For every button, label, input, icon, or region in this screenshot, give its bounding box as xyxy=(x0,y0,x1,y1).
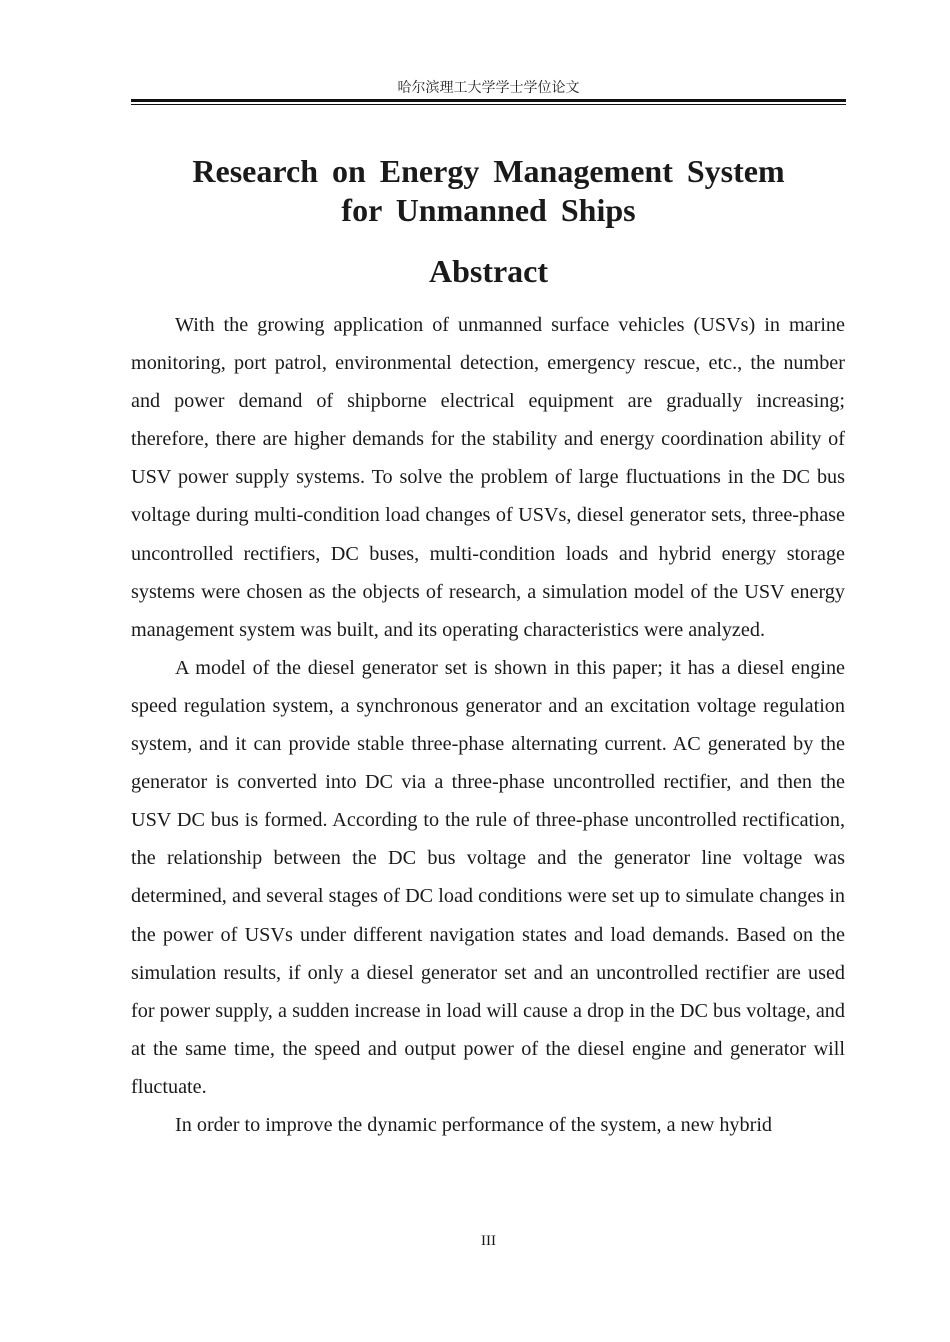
abstract-paragraph-3: In order to improve the dynamic performance of the system, a new hybrid xyxy=(175,1113,773,1136)
running-header: 哈尔滨理工大学学士学位论文 xyxy=(397,80,580,96)
abstract-heading: Abstract xyxy=(428,253,549,289)
header-rule-thin xyxy=(131,104,846,105)
thesis-title-line-1: Research on Energy Management System xyxy=(192,153,785,189)
thesis-title xyxy=(131,152,846,230)
page-number: III xyxy=(481,1233,496,1249)
abstract-paragraph-1: With the growing application of unmanned surface vehicles (USVs) in marine monitoring, port patrol, environmental detection, emergency rescue, etc., the number and power demand of shipborne electrical equipment are gradually increasing; therefore, there are higher demands for the stability and energy coordination ability of USV power supply systems. To solve the problem of large fluctuations in the DC bus voltage during multi-condition load changes of USVs, diesel generator sets, three-phase uncontrolled rectifiers, DC buses, multi-condition loads and hybrid energy storage systems were chosen as the objects of research, a simulation model of the USV energy management system was built, and its operating characteristics were analyzed. xyxy=(131,314,845,641)
header-rule-thick xyxy=(131,99,846,102)
abstract-paragraph-2: A model of the diesel generator set is shown in this paper; it has a diesel engine speed regulation system, a synchronous generator and an excitation voltage regulation system, and it can provide stable three-phase alternating current. AC generated by the generator is converted into DC via a three-phase uncontrolled rectifier, and then the USV DC bus is formed. According to the rule of three-phase uncontrolled rectification, the relationship between the DC bus voltage and the generator line voltage was determined, and several stages of DC load conditions were set up to simulate changes in the power of USVs under different navigation states and load demands. Based on the simulation results, if only a diesel generator set and an uncontrolled rectifier are used for power supply, a sudden increase in load will cause a drop in the DC bus voltage, and at the same time, the speed and output power of the diesel engine and generator will fluctuate. xyxy=(131,656,845,1098)
abstract-body xyxy=(131,306,845,1144)
thesis-title-line-2: for Unmanned Ships xyxy=(341,192,636,228)
